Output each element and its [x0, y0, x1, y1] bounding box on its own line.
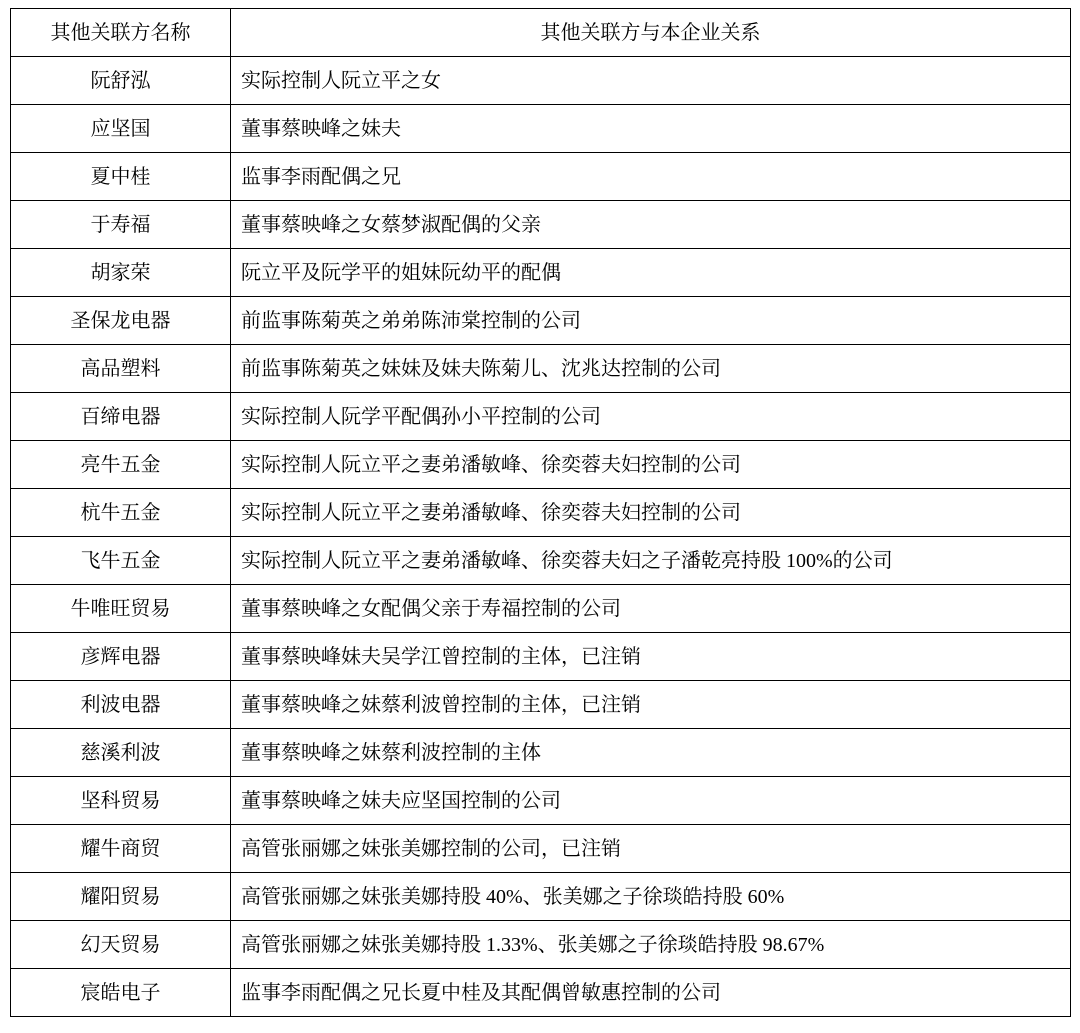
cell-party-relation: 董事蔡映峰妹夫吴学江曾控制的主体，已注销 [231, 633, 1071, 681]
cell-party-relation: 董事蔡映峰之女配偶父亲于寿福控制的公司 [231, 585, 1071, 633]
cell-party-name: 坚科贸易 [11, 777, 231, 825]
table-header-row [11, 9, 1071, 57]
cell-party-relation: 高管张丽娜之妹张美娜持股 1.33%、张美娜之子徐琰皓持股 98.67% [231, 921, 1071, 969]
table-row [11, 681, 1071, 729]
cell-party-relation: 实际控制人阮立平之妻弟潘敏峰、徐奕蓉夫妇之子潘乾亮持股 100%的公司 [231, 537, 1071, 585]
cell-party-name: 于寿福 [11, 201, 231, 249]
cell-party-relation: 董事蔡映峰之妹夫 [231, 105, 1071, 153]
cell-party-name: 慈溪利波 [11, 729, 231, 777]
cell-party-name: 高品塑料 [11, 345, 231, 393]
table-row [11, 153, 1071, 201]
cell-party-relation: 董事蔡映峰之妹蔡利波控制的主体 [231, 729, 1071, 777]
table-row [11, 825, 1071, 873]
table-row [11, 969, 1071, 1017]
cell-party-name: 宸皓电子 [11, 969, 231, 1017]
table-row [11, 345, 1071, 393]
cell-party-name: 牛唯旺贸易 [11, 585, 231, 633]
table-row [11, 297, 1071, 345]
table-row [11, 537, 1071, 585]
table-row [11, 873, 1071, 921]
table-row [11, 441, 1071, 489]
cell-party-name: 杭牛五金 [11, 489, 231, 537]
cell-party-name: 百缔电器 [11, 393, 231, 441]
cell-party-name: 胡家荣 [11, 249, 231, 297]
table-row [11, 633, 1071, 681]
table-row [11, 729, 1071, 777]
related-parties-table [10, 8, 1071, 1017]
cell-party-relation: 高管张丽娜之妹张美娜持股 40%、张美娜之子徐琰皓持股 60% [231, 873, 1071, 921]
table-header [11, 9, 1071, 57]
cell-party-relation: 实际控制人阮立平之女 [231, 57, 1071, 105]
cell-party-relation: 董事蔡映峰之妹蔡利波曾控制的主体，已注销 [231, 681, 1071, 729]
cell-party-relation: 实际控制人阮立平之妻弟潘敏峰、徐奕蓉夫妇控制的公司 [231, 489, 1071, 537]
cell-party-name: 亮牛五金 [11, 441, 231, 489]
cell-party-relation: 董事蔡映峰之妹夫应坚国控制的公司 [231, 777, 1071, 825]
cell-party-name: 耀牛商贸 [11, 825, 231, 873]
table-row [11, 393, 1071, 441]
cell-party-name: 应坚国 [11, 105, 231, 153]
table-row [11, 489, 1071, 537]
cell-party-relation: 监事李雨配偶之兄 [231, 153, 1071, 201]
cell-party-relation: 前监事陈菊英之弟弟陈沛棠控制的公司 [231, 297, 1071, 345]
table-row [11, 921, 1071, 969]
table-row [11, 201, 1071, 249]
cell-party-name: 飞牛五金 [11, 537, 231, 585]
column-header-relation: 其他关联方与本企业关系 [231, 9, 1071, 57]
cell-party-relation: 监事李雨配偶之兄长夏中桂及其配偶曾敏惠控制的公司 [231, 969, 1071, 1017]
table-row [11, 585, 1071, 633]
table-row [11, 777, 1071, 825]
cell-party-name: 幻天贸易 [11, 921, 231, 969]
cell-party-name: 阮舒泓 [11, 57, 231, 105]
column-header-name: 其他关联方名称 [11, 9, 231, 57]
table-body [11, 57, 1071, 1017]
cell-party-name: 夏中桂 [11, 153, 231, 201]
cell-party-name: 利波电器 [11, 681, 231, 729]
cell-party-relation: 前监事陈菊英之妹妹及妹夫陈菊儿、沈兆达控制的公司 [231, 345, 1071, 393]
cell-party-relation: 高管张丽娜之妹张美娜控制的公司，已注销 [231, 825, 1071, 873]
cell-party-relation: 阮立平及阮学平的姐妹阮幼平的配偶 [231, 249, 1071, 297]
table-row [11, 57, 1071, 105]
cell-party-name: 圣保龙电器 [11, 297, 231, 345]
cell-party-relation: 实际控制人阮立平之妻弟潘敏峰、徐奕蓉夫妇控制的公司 [231, 441, 1071, 489]
cell-party-name: 耀阳贸易 [11, 873, 231, 921]
cell-party-name: 彦辉电器 [11, 633, 231, 681]
table-row [11, 249, 1071, 297]
cell-party-relation: 实际控制人阮学平配偶孙小平控制的公司 [231, 393, 1071, 441]
table-row [11, 105, 1071, 153]
cell-party-relation: 董事蔡映峰之女蔡梦淑配偶的父亲 [231, 201, 1071, 249]
